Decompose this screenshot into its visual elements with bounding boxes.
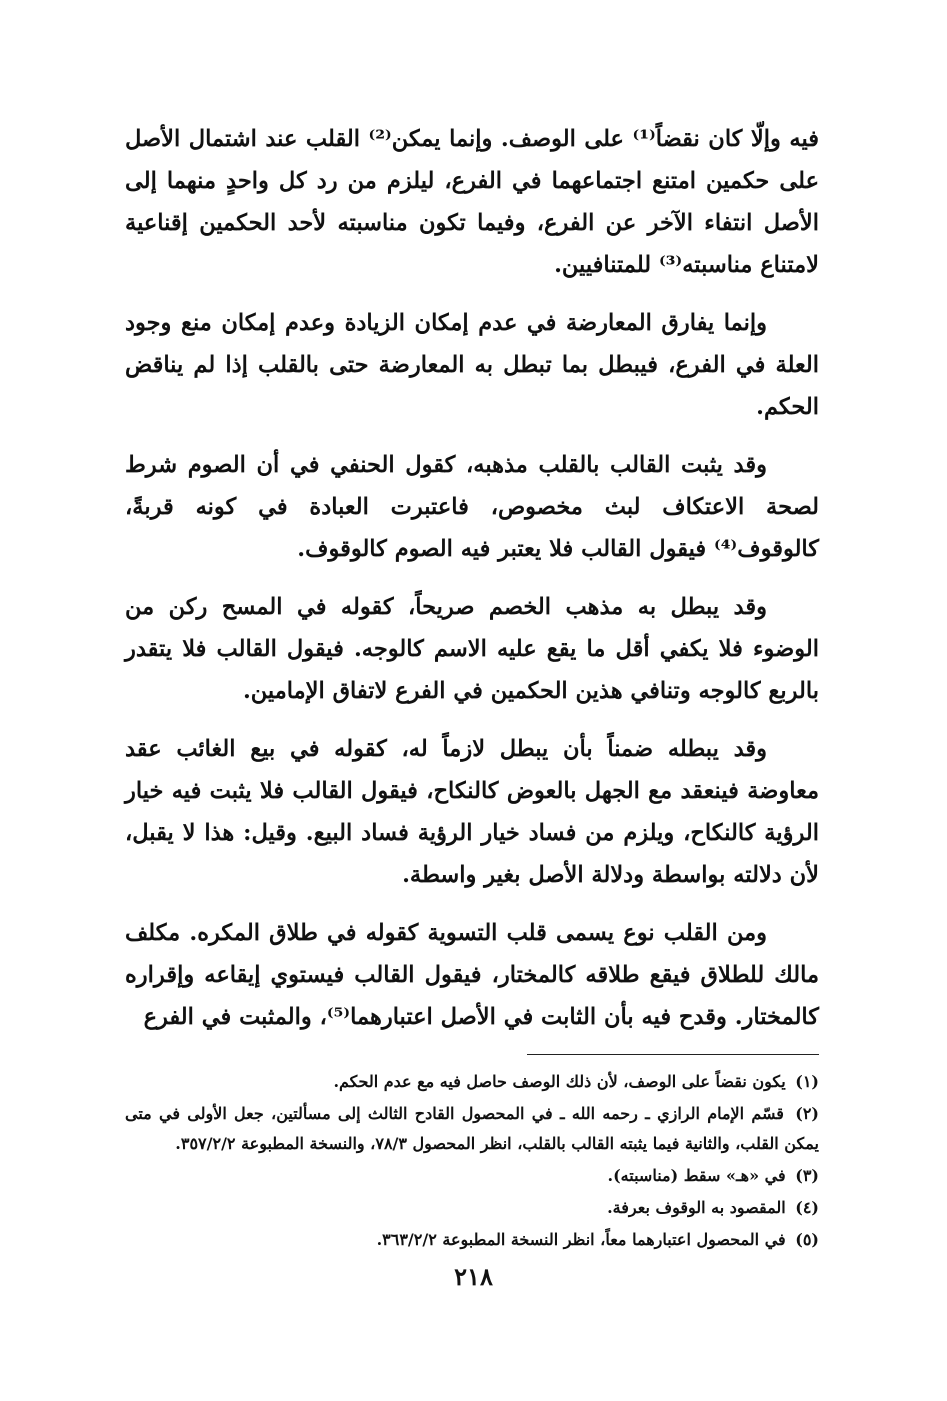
paragraph: ومن القلب نوع يسمى قلب التسوية كقوله في طلاق المكره. مكلف مالك للطلاق فيقع طلاقه كالمختار، فيقول القالب فيستوي إيقاعه وإقراره كالمختار. وقدح فيه بأن الثابت في الأصل اعتبارهما⁽⁵⁾، والمثبت في الفرع: [125, 920, 819, 1030]
footnote: [125, 1225, 819, 1255]
paragraph: وقد يبطله ضمناً بأن يبطل لازماً له، كقوله في بيع الغائب عقد معاوضة فينعقد مع الجهل بالعوض كالنكاح، فيقول القالب فلا يثبت فيه خيار الرؤية كالنكاح، ويلزم من فساد خيار الرؤية فساد البيع. وقيل: هذا لا يقبل، لأن دلالته بواسطة ودلالة الأصل بغير واسطة.: [125, 736, 819, 888]
footnote-text: المقصود به الوقوف بعرفة.: [607, 1198, 786, 1217]
footnote-text: في المحصول اعتبارهما معاً، انظر النسخة المطبوعة ٣٦٣/٢/٢.: [376, 1230, 786, 1249]
main-text: [125, 118, 819, 1038]
footnote-text: في «هـ» سقط (مناسبته).: [607, 1166, 786, 1185]
footnote: [125, 1067, 819, 1097]
footnote-text: يكون نقضاً على الوصف، لأن ذلك الوصف حاصل فيه مع عدم الحكم.: [333, 1072, 786, 1091]
footnote-number: (١): [795, 1072, 819, 1091]
footnote-number: (٣): [795, 1166, 819, 1185]
page-number: ٢١٨: [454, 1262, 493, 1291]
footnote: [125, 1193, 819, 1223]
paragraph: وإنما يفارق المعارضة في عدم إمكان الزيادة وعدم إمكان منع وجود العلة في الفرع، فيبطل بما تبطل به المعارضة حتى بالقلب إذا لم يناقض الحكم.: [125, 310, 819, 420]
paragraph: وقد يبطل به مذهب الخصم صريحاً، كقوله في المسح ركن من الوضوء فلا يكفي أقل ما يقع عليه الاسم كالوجه. فيقول القالب فلا يتقدر بالربع كالوجه وتنافي هذين الحكمين في الفرع لاتفاق الإمامين.: [125, 594, 819, 704]
footnote-number: (٤): [795, 1198, 819, 1217]
footnote: [125, 1099, 819, 1159]
paragraph: فيه وإلّا كان نقضاً⁽¹⁾ على الوصف. وإنما يمكن⁽²⁾ القلب عند اشتمال الأصل على حكمين امتنع اجتماعهما في الفرع، ليلزم من رد كل واحدٍ منهما إلى الأصل انتفاء الآخر عن الفرع، وفيما تكون مناسبته لأحد الحكمين إقناعية لامتناع مناسبته⁽³⁾ للمتنافيين.: [125, 126, 819, 278]
paragraph: وقد يثبت القالب بالقلب مذهبه، كقول الحنفي في أن الصوم شرط لصحة الاعتكاف لبث مخصوص، فاعتبرت العبادة في كونه قربةً، كالوقوف⁽⁴⁾ فيقول القالب فلا يعتبر فيه الصوم كالوقوف.: [125, 452, 819, 562]
footnote-number: (٥): [795, 1230, 819, 1249]
footnote-text: قسّم الإمام الرازي ـ رحمه الله ـ في المحصول القادح الثالث إلى مسألتين، جعل الأولى في متى يمكن القلب، والثانية فيما يثبته القالب بالقلب، انظر المحصول ٧٨/٣، والنسخة المطبوعة ٣٥٧/٢/٢.: [125, 1104, 819, 1153]
footnote-divider: [527, 1054, 819, 1055]
footnotes: [125, 1067, 819, 1255]
footnote: [125, 1161, 819, 1191]
footnote-number: (٢): [795, 1104, 819, 1123]
